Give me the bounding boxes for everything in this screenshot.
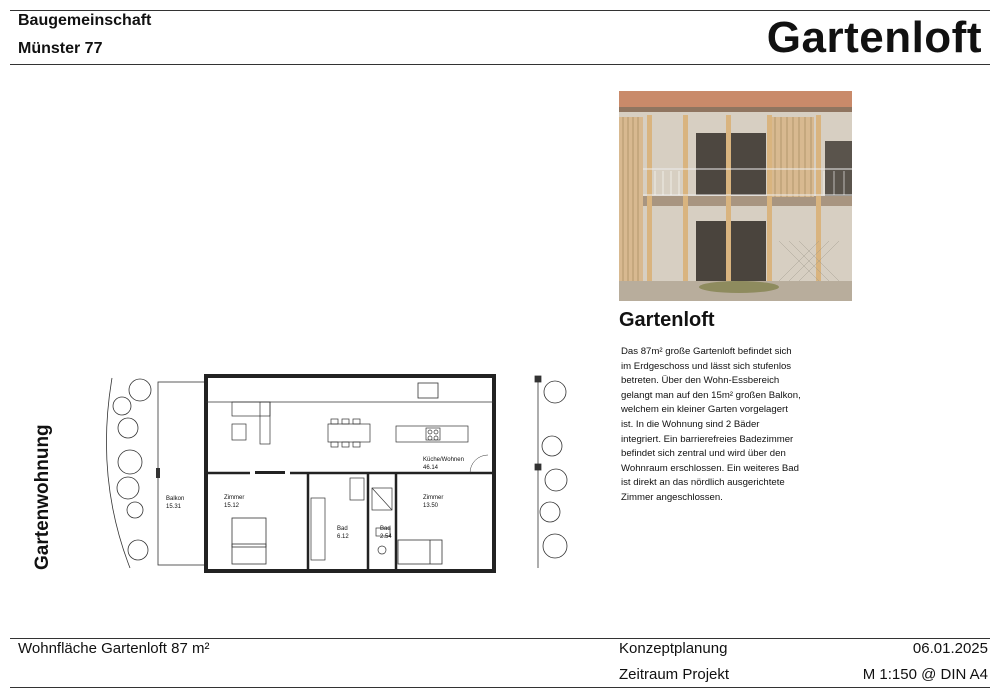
scale-format: M 1:150 @ DIN A4 bbox=[862, 666, 988, 683]
room-name-bad-1: Bad bbox=[337, 526, 348, 532]
document-date: 06.01.2025 bbox=[912, 640, 988, 657]
project-brand-title: Gartenloft bbox=[766, 13, 982, 62]
building-photo bbox=[619, 91, 852, 301]
organization-address: Münster 77 bbox=[18, 40, 103, 57]
floor-plan bbox=[100, 368, 600, 578]
balcony-outline bbox=[158, 382, 206, 565]
room-name-kueche-wohnen: Küche/Wohnen bbox=[423, 457, 464, 463]
room-area-balkon: 15.31 bbox=[166, 504, 182, 510]
living-area-text: Wohnfläche Gartenloft 87 m² bbox=[18, 640, 210, 657]
room-area-bad-2: 2.54 bbox=[380, 534, 392, 540]
footer-rule-bottom bbox=[10, 687, 990, 688]
header-bottom-rule bbox=[10, 64, 990, 65]
unit-type-label: Gartenwohnung bbox=[32, 424, 53, 570]
unit-description: Das 87m² große Gartenloft befindet sich im Erdgeschoss und lässt sich stufenlos betreten. Über den Wohn-Essbereich gelangt man auf den 15m² großen Balkon, welchem ein kleiner Garten vorgelagert ist. In die Wohnung sind 2 Bäder integriert. Ein barrierefreies Badezimmer befindet sich zentral und wird über den Wohnraum erschlossen. Ein weiteres Bad ist direkt an das nördlich ausgerichtete Zimmer angeschlossen. bbox=[621, 346, 801, 503]
room-area-zimmer-1: 15.12 bbox=[224, 503, 240, 509]
room-name-balkon: Balkon bbox=[166, 496, 185, 502]
header-top-rule bbox=[10, 10, 990, 11]
room-area-bad-1: 6.12 bbox=[337, 534, 349, 540]
planning-phase: Konzeptplanung bbox=[619, 640, 728, 657]
room-name-zimmer-1: Zimmer bbox=[224, 495, 245, 501]
organization-name: Baugemeinschaft bbox=[18, 12, 152, 29]
room-area-zimmer-2: 13.50 bbox=[423, 503, 439, 509]
trees-left bbox=[106, 378, 151, 568]
project-period: Zeitraum Projekt bbox=[619, 666, 730, 683]
unit-title: Gartenloft bbox=[619, 309, 715, 331]
room-area-kueche-wohnen: 46.14 bbox=[423, 465, 439, 471]
room-name-bad-2: Bad bbox=[380, 526, 391, 532]
room-name-zimmer-2: Zimmer bbox=[423, 495, 444, 501]
footer-rule-top bbox=[10, 638, 990, 639]
